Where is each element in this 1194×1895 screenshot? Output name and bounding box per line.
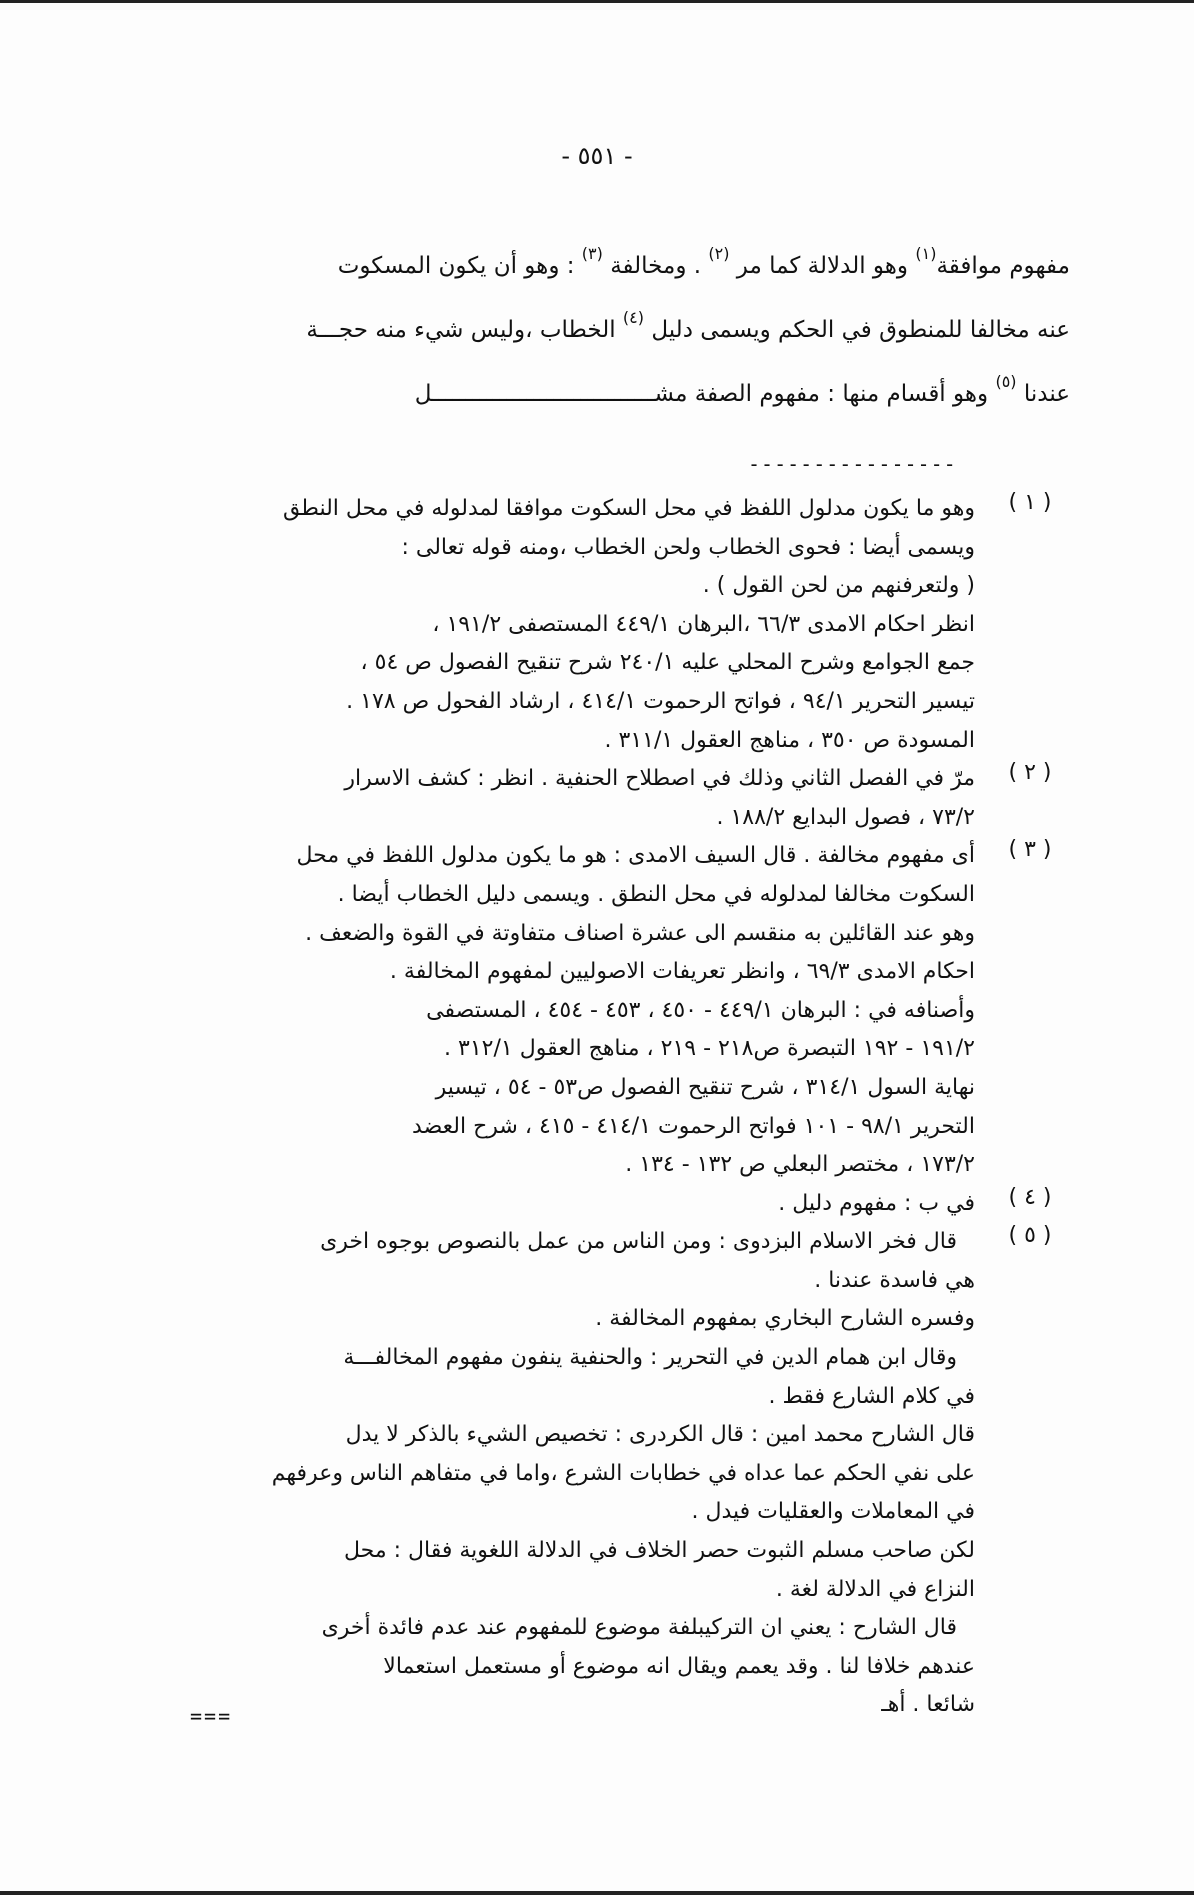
footnote-number: ( ٤ ): [1008, 1184, 1052, 1210]
footnote-ref-marker: (٤): [622, 308, 645, 327]
footnote-line: شائعا . أهـ: [881, 1692, 975, 1718]
page-bottom-edge: [0, 1891, 1194, 1895]
page-number: - ٥٥١ -: [561, 142, 633, 170]
body-line-1: [150, 228, 1070, 292]
footnote-ref-marker: (٢): [708, 244, 730, 263]
body-text-segment: عندنا: [1016, 381, 1070, 407]
footnote-line: جمع الجوامع وشرح المحلي عليه ٢٤٠/١ شرح تنقيح الفصول ص ٥٤ ،: [360, 650, 975, 676]
footnote-item: [110, 760, 1070, 837]
footnote-line: وهو ما يكون مدلول اللفظ في محل السكوت موافقا لمدلوله في محل النطق: [283, 496, 975, 521]
body-line-2: [150, 292, 1070, 356]
footnote-line: ٧٣/٢ ، فصول البدايع ١٨٨/٢ .: [716, 804, 975, 830]
body-text-segment: . ومخالفة: [602, 253, 709, 279]
footnote-line: تيسير التحرير ٩٤/١ ، فواتح الرحموت ٤١٤/١ ، ارشاد الفحول ص ١٧٨ .: [346, 688, 975, 714]
footnote-number: ( ٣ ): [1008, 837, 1052, 863]
footnote-number: ( ١ ): [1008, 490, 1052, 515]
footnote-line: عندهم خلافا لنا . وقد يعمم ويقال انه موضوع أو مستعمل استعمالا: [383, 1653, 975, 1679]
footnotes-section: [110, 490, 1070, 1725]
footnote-item: [110, 1185, 1070, 1224]
body-text-segment: وهو الدلالة كما مر: [729, 253, 916, 279]
footnote-line: وفسره الشارح البخاري بمفهوم المخالفة .: [595, 1306, 975, 1332]
footnote-number: ( ٥ ): [1008, 1223, 1052, 1249]
footnote-item: [110, 1223, 1070, 1725]
footnote-line: في كلام الشارع فقط .: [768, 1383, 975, 1409]
footnote-line: مرّ في الفصل الثاني وذلك في اصطلاح الحنفية . انظر : كشف الاسرار: [344, 766, 975, 792]
end-mark: ===: [190, 1704, 233, 1728]
footnote-line: ١٩١/٢ - ١٩٢ التبصرة ص٢١٨ - ٢١٩ ، مناهج العقول ٣١٢/١ .: [444, 1036, 975, 1062]
footnote-line: وهو عند القائلين به منقسم الى عشرة اصناف متفاوتة في القوة والضعف .: [305, 920, 975, 946]
footnote-line: ١٧٣/٢ ، مختصر البعلي ص ١٣٢ - ١٣٤ .: [625, 1152, 975, 1178]
footnote-line: المسودة ص ٣٥٠ ، مناهج العقول ٣١١/١ .: [604, 727, 975, 753]
body-line-3: [150, 356, 1070, 420]
footnote-line: وقال ابن همام الدين في التحرير : والحنفية ينفون مفهوم المخالفـــة: [343, 1345, 957, 1371]
body-text-segment: مفهوم موافقة: [936, 253, 1070, 279]
footnote-line: قال الشارح : يعني ان التركيبلفة موضوع للمفهوم عند عدم فائدة أخرى: [321, 1615, 957, 1641]
footnote-line: على نفي الحكم عما عداه في خطابات الشرع ،واما في متفاهم الناس وعرفهم: [271, 1460, 975, 1486]
main-body-text: [150, 228, 1070, 420]
footnote-line: قال الشارح محمد امين : قال الكردرى : تخصيص الشيء بالذكر لا يدل: [345, 1422, 975, 1448]
footnote-line: النزاع في الدلالة لغة .: [775, 1576, 975, 1602]
footnote-separator: ----------------: [748, 452, 957, 476]
footnote-line: قال فخر الاسلام البزدوى : ومن الناس من عمل بالنصوص بوجوه اخرى: [320, 1229, 957, 1255]
footnote-line: في المعاملات والعقليات فيدل .: [691, 1499, 975, 1525]
body-text-segment: : وهو أن يكون المسكوت: [337, 253, 582, 279]
footnote-line: نهاية السول ٣١٤/١ ، شرح تنقيح الفصول ص٥٣ - ٥٤ ، تيسير: [435, 1074, 975, 1100]
body-text-segment: وهو أقسام منها : مفهوم الصفة مشـــــــــــــــــــــــــــــــــل: [414, 381, 996, 407]
footnote-line: أى مفهوم مخالفة . قال السيف الامدى : هو ما يكون مدلول اللفظ في محل: [296, 843, 975, 869]
footnote-item: [110, 837, 1070, 1184]
footnote-number: ( ٢ ): [1008, 760, 1052, 786]
body-text-segment: الخطاب ،وليس شيء منه حجـــة: [306, 317, 623, 343]
footnote-line: احكام الامدى ٦٩/٣ ، وانظر تعريفات الاصوليين لمفهوم المخالفة .: [389, 959, 975, 985]
footnote-line: التحرير ٩٨/١ - ١٠١ فواتح الرحموت ٤١٤/١ - ٤١٥ ، شرح العضد: [412, 1113, 975, 1139]
footnote-line: هي فاسدة عندنا .: [814, 1267, 975, 1293]
footnote-line: السكوت مخالفا لمدلوله في محل النطق . ويسمى دليل الخطاب أيضا .: [337, 881, 975, 907]
footnote-line: ( ولتعرفنهم من لحن القول ) .: [702, 573, 975, 599]
footnote-line: ويسمى أيضا : فحوى الخطاب ولحن الخطاب ،ومنه قوله تعالى :: [401, 534, 975, 560]
footnote-ref-marker: (٣): [581, 244, 603, 263]
footnote-line: انظر احكام الامدى ٦٦/٣ ،البرهان ٤٤٩/١ المستصفى ١٩١/٢ ،: [432, 611, 975, 637]
footnote-ref-marker: (٥): [995, 372, 1017, 391]
footnote-ref-marker: (١): [915, 244, 937, 263]
footnote-line: وأصنافه في : البرهان ٤٤٩/١ - ٤٥٠ ، ٤٥٣ - ٤٥٤ ، المستصفى: [426, 997, 975, 1023]
footnote-line: في ب : مفهوم دليل .: [778, 1190, 975, 1216]
footnote-item: [110, 490, 1070, 760]
page-top-edge: [0, 0, 1194, 3]
body-text-segment: عنه مخالفا للمنطوق في الحكم ويسمى دليل: [644, 317, 1070, 343]
footnote-line: لكن صاحب مسلم الثبوت حصر الخلاف في الدلالة اللغوية فقال : محل: [343, 1538, 975, 1564]
